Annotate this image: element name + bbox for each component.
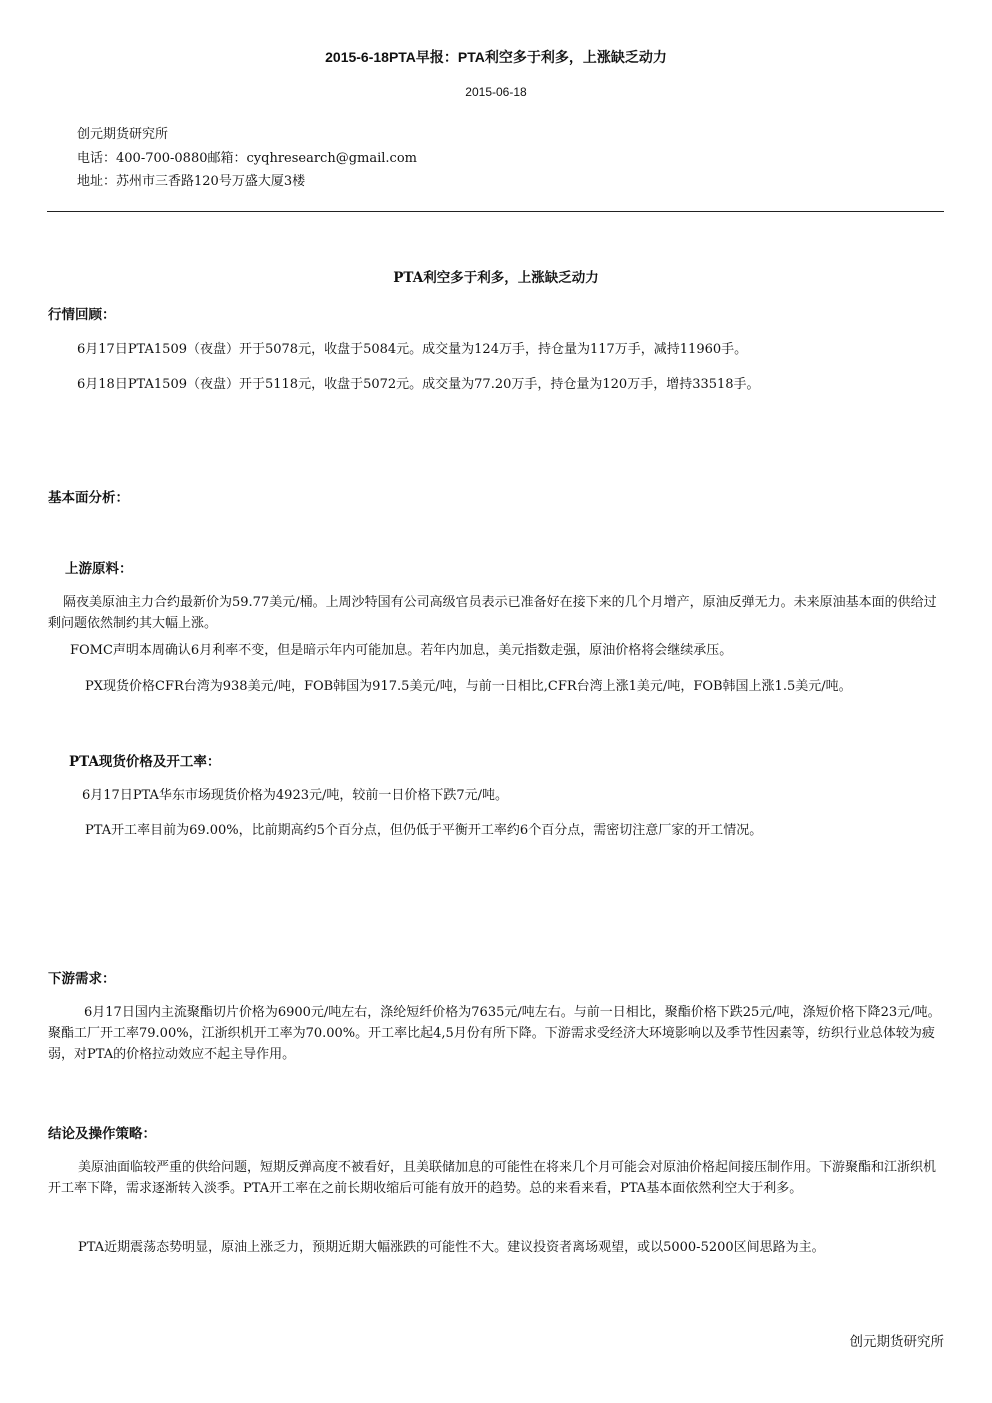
market-review-paragraph: 6月18日PTA1509（夜盘）开于5118元，收盘于5072元。成交量为77.20万手，持仓量为120万手，增持33518手。 bbox=[77, 377, 760, 392]
upstream-paragraph: FOMC声明本周确认6月利率不变，但是暗示年内可能加息。若年内加息，美元指数走强，原油价格将会继续承压。 bbox=[70, 643, 733, 658]
section-heading-conclusion: 结论及操作策略： bbox=[48, 1126, 156, 1142]
market-review-paragraph: 6月17日PTA1509（夜盘）开于5078元，收盘于5084元。成交量为124万手，持仓量为117万手，减持11960手。 bbox=[77, 342, 748, 357]
report-subtitle: PTA利空多于利多，上涨缺乏动力 bbox=[393, 270, 599, 286]
section-heading-downstream: 下游需求： bbox=[48, 971, 116, 987]
section-heading-upstream: 上游原料： bbox=[65, 561, 133, 577]
section-heading-fundamentals: 基本面分析： bbox=[48, 490, 129, 506]
spot-paragraph: 6月17日PTA华东市场现货价格为4923元/吨，较前一日价格下跌7元/吨。 bbox=[82, 788, 509, 803]
conclusion-paragraph: 美原油面临较严重的供给问题，短期反弹高度不被看好，且美联储加息的可能性在将来几个月可能会对原油价格起间接压制作用。下游聚酯和江浙织机开工率下降，需求逐渐转入淡季。PTA开工率在之前长期收缩后可能有放开的趋势。总的来看来看，PTA基本面依然利空大于利多。 bbox=[48, 1160, 937, 1196]
document-title: 2015-6-18PTA早报：PTA利空多于利多，上涨缺乏动力 bbox=[325, 49, 667, 65]
section-heading-spot: PTA现货价格及开工率： bbox=[69, 754, 221, 770]
upstream-paragraph: 隔夜美原油主力合约最新价为59.77美元/桶。上周沙特国有公司高级官员表示已准备好在接下来的几个月增产，原油反弹无力。未来原油基本面的供给过剩问题依然制约其大幅上涨。 bbox=[48, 595, 937, 631]
header-divider bbox=[47, 211, 944, 212]
contact-line: 电话：400-700-0880邮箱：cyqhresearch@gmail.com bbox=[77, 151, 417, 166]
spot-paragraph: PTA开工率目前为69.00%，比前期高约5个百分点，但仍低于平衡开工率约6个百分点，需密切注意厂家的开工情况。 bbox=[85, 823, 763, 838]
downstream-paragraph: 6月17日国内主流聚酯切片价格为6900元/吨左右，涤纶短纤价格为7635元/吨左右。与前一日相比，聚酯价格下跌25元/吨，涤短价格下降23元/吨。聚酯工厂开工率79.00%，江浙织机开工率为70.00%。开工率比起4,5月份有所下降。下游需求受经济大环境影响以及季节性因素等，纺织行业总体较为疲弱，对PTA的价格拉动效应不起主导作用。 bbox=[48, 1005, 941, 1062]
section-heading-market-review: 行情回顾： bbox=[48, 307, 116, 323]
document-date: 2015-06-18 bbox=[465, 85, 527, 99]
footer-org: 创元期货研究所 bbox=[849, 1334, 944, 1350]
conclusion-paragraph: PTA近期震荡态势明显，原油上涨乏力，预期近期大幅涨跌的可能性不大。建议投资者离场观望，或以5000-5200区间思路为主。 bbox=[78, 1240, 825, 1255]
org-name: 创元期货研究所 bbox=[77, 127, 169, 142]
address-line: 地址：苏州市三香路120号万盛大厦3楼 bbox=[77, 174, 306, 189]
upstream-paragraph: PX现货价格CFR台湾为938美元/吨，FOB韩国为917.5美元/吨，与前一日相比,CFR台湾上涨1美元/吨，FOB韩国上涨1.5美元/吨。 bbox=[85, 679, 852, 694]
